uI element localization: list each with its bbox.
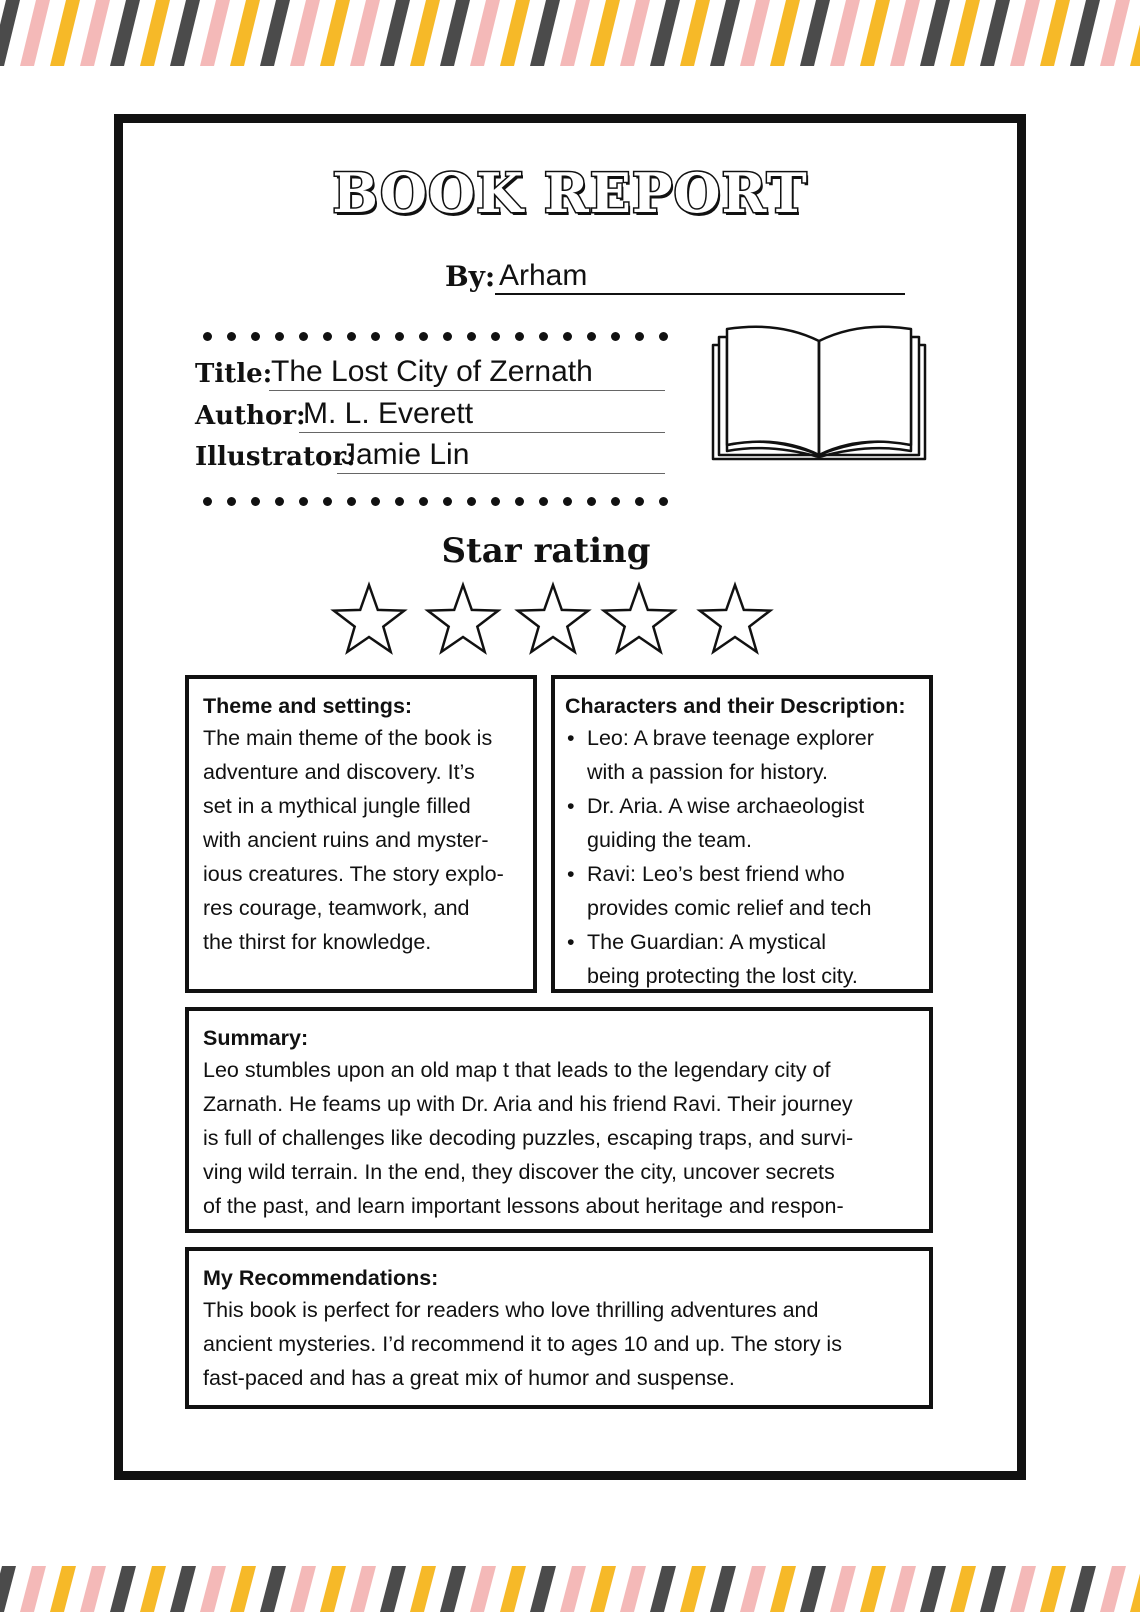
stripe	[140, 1566, 166, 1612]
divider-dot	[251, 332, 260, 341]
stripe	[560, 1566, 586, 1612]
character-item	[565, 925, 923, 993]
stripe	[470, 1566, 496, 1612]
theme-line: res courage, teamwork, and	[203, 896, 470, 920]
divider-dot	[299, 497, 308, 506]
divider-dot	[227, 497, 236, 506]
character-line: being protecting the lost city.	[587, 964, 858, 988]
stripe	[260, 1566, 286, 1612]
dotted-divider-bottom	[203, 493, 683, 507]
divider-dot	[227, 332, 236, 341]
divider-dot	[419, 497, 428, 506]
stripe	[920, 1566, 946, 1612]
report-frame	[114, 114, 1026, 1480]
stripe	[950, 0, 980, 66]
star-rating	[329, 581, 779, 661]
stripe	[290, 1566, 316, 1612]
recommendations-line: This book is perfect for readers who love thrilling adventures and	[203, 1298, 819, 1322]
stripe	[110, 0, 140, 66]
stripe	[740, 1566, 766, 1612]
stripe	[770, 1566, 796, 1612]
divider-dot	[491, 332, 500, 341]
characters-heading: Characters and their Description:	[565, 694, 906, 718]
summary-box	[185, 1007, 933, 1233]
stripe	[530, 0, 560, 66]
stripe	[1100, 1566, 1126, 1612]
stripe	[1130, 1566, 1140, 1612]
stripe	[890, 1566, 916, 1612]
stripe	[680, 1566, 706, 1612]
stripe	[350, 1566, 376, 1612]
stripe	[620, 0, 650, 66]
author-label: Author:	[195, 401, 306, 431]
stripe	[590, 0, 620, 66]
stripe-pattern-bottom	[0, 1566, 1140, 1612]
recommendations-box	[185, 1247, 933, 1409]
divider-dot	[659, 332, 668, 341]
top-stripe-border	[0, 0, 1140, 66]
stripe	[680, 0, 710, 66]
stripe	[1070, 0, 1100, 66]
stripe	[830, 0, 860, 66]
divider-dot	[275, 332, 284, 341]
character-line: provides comic relief and tech	[587, 896, 872, 920]
stripe	[980, 1566, 1006, 1612]
author-row	[195, 393, 665, 433]
stripe	[950, 1566, 976, 1612]
stripe	[50, 1566, 76, 1612]
stripe	[800, 1566, 826, 1612]
divider-dot	[467, 497, 476, 506]
author-value[interactable]: M. L. Everett	[303, 397, 474, 430]
title-label: Title:	[195, 359, 273, 389]
divider-dot	[443, 497, 452, 506]
divider-dot	[323, 332, 332, 341]
stripe	[650, 1566, 676, 1612]
characters-list	[565, 721, 923, 993]
divider-dot	[275, 497, 284, 506]
character-line: • Dr. Aria. A wise archaeologist	[587, 794, 865, 818]
theme-heading: Theme and settings:	[203, 694, 413, 718]
open-book-icon	[709, 323, 929, 463]
character-line: • Ravi: Leo’s best friend who	[587, 862, 845, 886]
stripe	[710, 0, 740, 66]
star-icon[interactable]	[695, 581, 775, 657]
divider-dot	[659, 497, 668, 506]
theme-line: The main theme of the book is	[203, 726, 493, 750]
character-item	[565, 789, 923, 857]
by-row	[445, 253, 905, 295]
divider-dot	[611, 332, 620, 341]
illustrator-row	[195, 434, 665, 474]
stripe	[1010, 0, 1040, 66]
stripe	[1010, 1566, 1036, 1612]
stripe	[740, 0, 770, 66]
stripe	[860, 1566, 886, 1612]
divider-dot	[539, 332, 548, 341]
divider-dot	[371, 332, 380, 341]
divider-dot	[587, 332, 596, 341]
divider-dot	[347, 332, 356, 341]
divider-dot	[203, 332, 212, 341]
character-line: with a passion for history.	[587, 760, 828, 784]
stripe	[0, 1566, 16, 1612]
stripe	[1040, 0, 1070, 66]
character-line: • Leo: A brave teenage explorer	[587, 726, 874, 750]
author-underline	[299, 432, 665, 433]
stripe	[440, 1566, 466, 1612]
divider-dot	[419, 332, 428, 341]
recommendations-line: ancient mysteries. I’d recommend it to ages 10 and up. The story is	[203, 1332, 842, 1356]
divider-dot	[635, 332, 644, 341]
divider-dot	[611, 497, 620, 506]
summary-line: Leo stumbles upon an old map t that leads to the legendary city of	[203, 1058, 831, 1082]
illustrator-underline	[337, 473, 665, 474]
divider-dot	[251, 497, 260, 506]
stripe	[860, 0, 890, 66]
stripe	[410, 1566, 436, 1612]
divider-dot	[467, 332, 476, 341]
stripe	[500, 0, 530, 66]
title-row	[195, 351, 665, 391]
stripe	[920, 0, 950, 66]
theme-line: with ancient ruins and myster-	[203, 828, 489, 852]
theme-line: set in a mythical jungle filled	[203, 794, 471, 818]
summary-heading: Summary:	[203, 1026, 309, 1050]
divider-dot	[371, 497, 380, 506]
stripe	[200, 0, 230, 66]
stripe	[800, 0, 830, 66]
stripe	[170, 0, 200, 66]
divider-dot	[563, 332, 572, 341]
stripe	[1040, 1566, 1066, 1612]
by-value[interactable]: Arham	[499, 259, 588, 292]
stripe	[440, 0, 470, 66]
title-underline	[269, 390, 665, 391]
star-rating-heading: Star rating	[441, 531, 651, 571]
summary-line: is full of challenges like decoding puzzles, escaping traps, and survi-	[203, 1126, 854, 1150]
star-icon[interactable]	[513, 581, 593, 657]
stripe	[50, 0, 80, 66]
stripe	[0, 0, 20, 66]
by-underline	[495, 293, 905, 295]
dotted-divider-top	[203, 328, 683, 342]
character-item	[565, 857, 923, 925]
divider-dot	[635, 497, 644, 506]
stripe	[1070, 1566, 1096, 1612]
stripe	[380, 1566, 406, 1612]
star-icon[interactable]	[329, 581, 409, 657]
stripe	[530, 1566, 556, 1612]
stripe	[80, 1566, 106, 1612]
page-title: BOOK REPORT	[332, 161, 808, 225]
stripe	[1100, 0, 1130, 66]
title-wrap	[123, 161, 1017, 225]
divider-dot	[491, 497, 500, 506]
stripe	[140, 0, 170, 66]
divider-dot	[515, 497, 524, 506]
character-line: • The Guardian: A mystical	[587, 930, 826, 954]
stripe	[830, 1566, 856, 1612]
stripe	[350, 0, 380, 66]
divider-dot	[587, 497, 596, 506]
divider-dot	[203, 497, 212, 506]
divider-dot	[323, 497, 332, 506]
stripe	[20, 0, 50, 66]
star-icon[interactable]	[423, 581, 503, 657]
character-item	[565, 721, 923, 789]
stripe	[80, 0, 110, 66]
stripe	[590, 1566, 616, 1612]
stripe	[320, 1566, 346, 1612]
stripe	[110, 1566, 136, 1612]
recommendations-line: fast-paced and has a great mix of humor and suspense.	[203, 1366, 735, 1390]
summary-line: Zarnath. He feams up with Dr. Aria and his friend Ravi. Their journey	[203, 1092, 853, 1116]
stripe	[500, 1566, 526, 1612]
stripe	[170, 1566, 196, 1612]
stripe	[470, 0, 500, 66]
theme-line: ious creatures. The story explo-	[203, 862, 504, 886]
star-icon[interactable]	[599, 581, 679, 657]
stripe	[650, 0, 680, 66]
theme-line: adventure and discovery. It’s	[203, 760, 475, 784]
illustrator-label: Illustrator:	[195, 442, 356, 472]
divider-dot	[515, 332, 524, 341]
stripe	[710, 1566, 736, 1612]
character-line: guiding the team.	[587, 828, 752, 852]
summary-line: ving wild terrain. In the end, they discover the city, uncover secrets	[203, 1160, 835, 1184]
stripe-pattern-top	[0, 0, 1140, 66]
divider-dot	[395, 497, 404, 506]
stripe	[230, 1566, 256, 1612]
divider-dot	[443, 332, 452, 341]
stripe	[380, 0, 410, 66]
stripe	[230, 0, 260, 66]
stripe	[770, 0, 800, 66]
stripe	[1130, 0, 1140, 66]
divider-dot	[299, 332, 308, 341]
stripe	[890, 0, 920, 66]
theme-box	[185, 675, 537, 993]
divider-dot	[347, 497, 356, 506]
illustrator-value[interactable]: Jamie Lin	[341, 438, 470, 471]
divider-dot	[539, 497, 548, 506]
stripe	[290, 0, 320, 66]
stripe	[560, 0, 590, 66]
stripe	[20, 1566, 46, 1612]
by-label: By:	[445, 260, 496, 293]
divider-dot	[395, 332, 404, 341]
divider-dot	[563, 497, 572, 506]
summary-line: of the past, and learn important lessons about heritage and respon-	[203, 1194, 844, 1218]
recommendations-heading: My Recommendations:	[203, 1266, 439, 1290]
stripe	[980, 0, 1010, 66]
characters-box	[551, 675, 933, 993]
stripe	[200, 1566, 226, 1612]
theme-line: the thirst for knowledge.	[203, 930, 432, 954]
bottom-stripe-border	[0, 1566, 1140, 1612]
stripe	[320, 0, 350, 66]
stripe	[260, 0, 290, 66]
title-value[interactable]: The Lost City of Zernath	[271, 355, 593, 388]
stripe	[410, 0, 440, 66]
stripe	[620, 1566, 646, 1612]
